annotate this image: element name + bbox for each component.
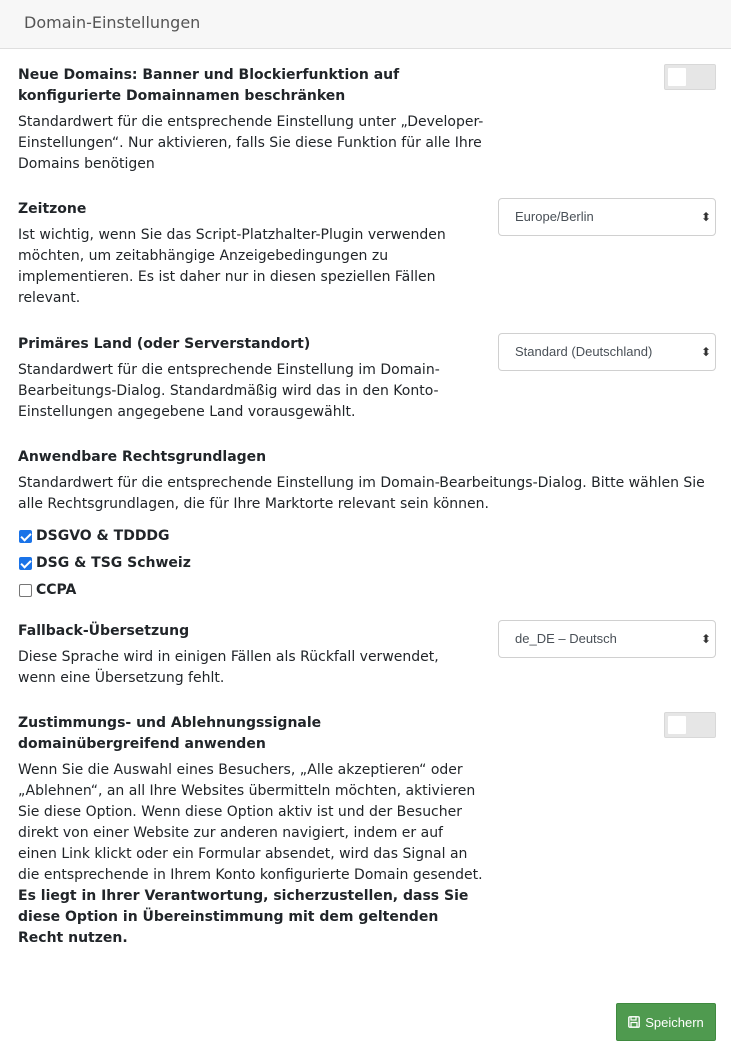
fallback-description: Diese Sprache wird in einigen Fällen als Rückfall verwendet, wenn eine Übersetzung fehlt. (18, 649, 439, 686)
dsgvo-label: DSGVO & TDDDG (36, 528, 170, 544)
timezone-select[interactable] (498, 198, 716, 236)
legal-option-dsgvo[interactable] (18, 526, 170, 546)
legal-option-dsg[interactable] (18, 553, 191, 573)
chevron-down-icon: ⬍ (700, 345, 711, 359)
legal-option-ccpa[interactable] (18, 580, 76, 600)
save-icon (628, 1016, 640, 1028)
toggle-knob (668, 68, 686, 86)
timezone-description: Ist wichtig, wenn Sie das Script-Platzhalter-Plugin verwenden möchten, um zeitabhängige Anzeigebedingungen zu implementieren. Es ist daher nur in diesen speziellen Fällen relevant. (18, 227, 446, 306)
restrict-domains-description: Standardwert für die entsprechende Einstellung unter „Developer-Einstellungen“. Nur aktivieren, falls Sie diese Funktion für alle Ihre Domains benötigen (18, 114, 484, 172)
page-header (0, 0, 731, 49)
fallback-language-select[interactable] (498, 620, 716, 658)
fallback-select-value: de_DE – Deutsch (515, 631, 617, 646)
chevron-down-icon: ⬍ (700, 632, 711, 646)
page-title: Domain-Einstellungen (24, 13, 201, 32)
toggle-knob (668, 716, 686, 734)
dsg-checkbox[interactable] (19, 557, 32, 570)
chevron-down-icon: ⬍ (700, 210, 711, 224)
country-select-value: Standard (Deutschland) (515, 344, 653, 359)
restrict-domains-title: Neue Domains: Banner und Blockierfunktion auf konfigurierte Domainnamen beschränken (18, 67, 400, 104)
consent-signals-title: Zustimmungs- und Ablehnungssignale domainübergreifend anwenden (18, 715, 322, 752)
ccpa-checkbox[interactable] (19, 584, 32, 597)
restrict-domains-toggle[interactable] (664, 64, 716, 90)
timezone-select-value: Europe/Berlin (515, 209, 594, 224)
consent-signals-toggle[interactable] (664, 712, 716, 738)
timezone-title: Zeitzone (18, 201, 87, 217)
consent-signals-warning: Es liegt in Ihrer Verantwortung, sicherzustellen, dass Sie diese Option in Übereinstimmung mit dem geltenden Recht nutzen. (18, 888, 469, 946)
ccpa-label: CCPA (36, 582, 77, 598)
legal-bases-description: Standardwert für die entsprechende Einstellung im Domain-Bearbeitungs-Dialog. Bitte wählen Sie alle Rechtsgrundlagen, die für Ihre Marktorte relevant sein können. (18, 475, 705, 512)
dsg-label: DSG & TSG Schweiz (36, 555, 191, 571)
save-button-label: Speichern (645, 1014, 704, 1030)
country-description: Standardwert für die entsprechende Einstellung im Domain-Bearbeitungs-Dialog. Standardmäßig wird das in den Konto-Einstellungen angegebene Land vorausgewählt. (18, 362, 440, 420)
save-button[interactable] (616, 1003, 716, 1041)
dsgvo-checkbox[interactable] (19, 530, 32, 543)
fallback-title: Fallback-Übersetzung (18, 623, 190, 639)
consent-signals-description: Wenn Sie die Auswahl eines Besuchers, „Alle akzeptieren“ oder „Ablehnen“, an all Ihre Websites übermitteln möchten, aktivieren Sie diese Option. Wenn diese Option aktiv ist und der Besucher direkt von einer Website zur anderen navigiert, indem er auf einen Link klickt oder ein Formular absendet, wird das Signal an die entsprechende in Ihrem Konto konfigurierte Domain gesendet. (18, 762, 483, 883)
legal-bases-title: Anwendbare Rechtsgrundlagen (18, 449, 267, 465)
country-select[interactable] (498, 333, 716, 371)
country-title: Primäres Land (oder Serverstandort) (18, 336, 311, 352)
